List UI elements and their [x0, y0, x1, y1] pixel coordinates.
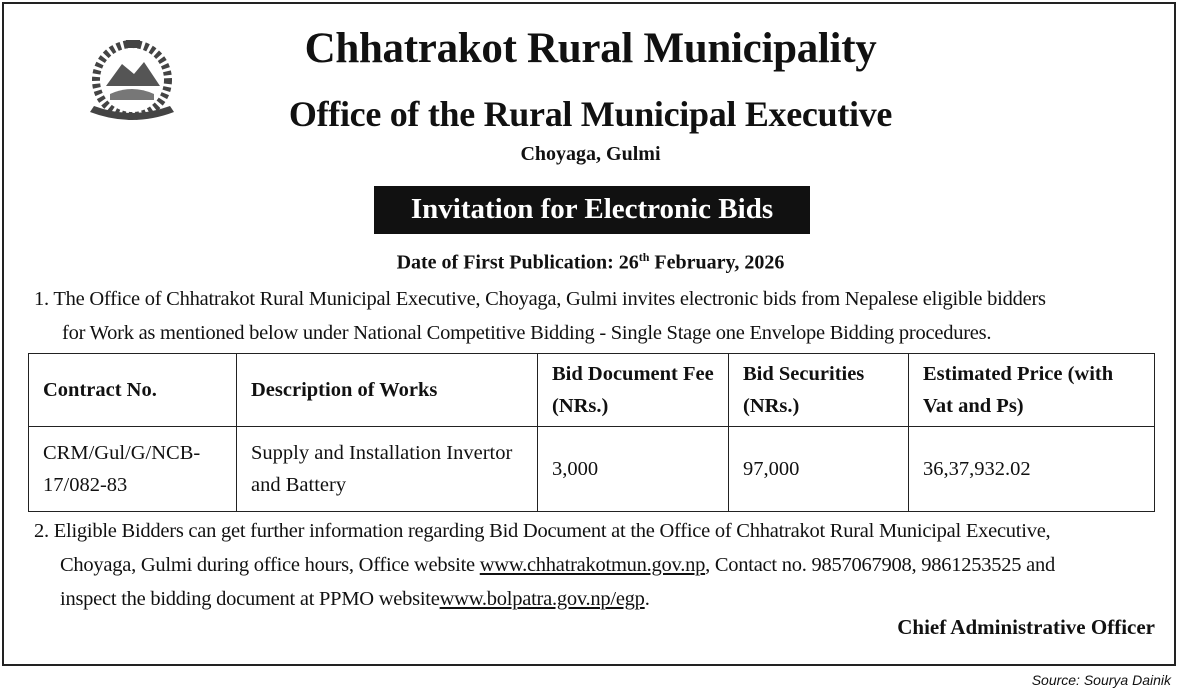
para2-line1: 2. Eligible Bidders can get further information regarding Bid Document at the Office of Chhatrakot Rural Municipal Executive, — [34, 520, 1051, 542]
header-contract-no: Contract No. — [29, 354, 237, 427]
date-sup: th — [638, 250, 650, 264]
para2-contact: , Contact no. 9857067908, 9861253525 and — [705, 554, 1055, 576]
page-title: Chhatrakot Rural Municipality — [304, 25, 877, 72]
municipality-website-link[interactable]: www.chhatrakotmun.gov.np — [479, 554, 706, 576]
para1-line1: 1. The Office of Chhatrakot Rural Municipal Executive, Choyaga, Gulmi invites electronic bids from Nepalese eligible bidders — [34, 288, 1046, 310]
table-header-row — [29, 354, 1155, 427]
office-subtitle: Office of the Rural Municipal Executive — [288, 94, 893, 134]
cell-contract-no: CRM/Gul/G/NCB-17/082-83 — [29, 427, 237, 512]
bid-table — [28, 353, 1155, 512]
cell-estimated-price: 36,37,932.02 — [909, 427, 1155, 512]
cell-description: Supply and Installation Invertor and Battery — [237, 427, 538, 512]
location: Choyaga, Gulmi — [520, 143, 661, 165]
ppmo-website-link[interactable]: www.bolpatra.gov.np/egp — [439, 588, 645, 610]
publication-date — [0, 250, 1181, 275]
header-estimated-price: Estimated Price (with Vat and Ps) — [909, 354, 1155, 427]
date-prefix: Date of First Publication: 26 — [396, 251, 639, 274]
notice-banner: Invitation for Electronic Bids — [374, 186, 810, 234]
cell-doc-fee: 3,000 — [538, 427, 729, 512]
header-doc-fee: Bid Document Fee (NRs.) — [538, 354, 729, 427]
para2-text: inspect the bidding document at PPMO website — [60, 588, 440, 610]
signature: Chief Administrative Officer — [897, 615, 1155, 639]
para2-line2 — [60, 554, 1055, 577]
para2-period: . — [644, 588, 650, 610]
para2-line3 — [60, 588, 650, 611]
cell-securities: 97,000 — [729, 427, 909, 512]
para2-text: Choyaga, Gulmi during office hours, Office website — [60, 554, 480, 576]
header-description: Description of Works — [237, 354, 538, 427]
date-suffix: February, 2026 — [649, 251, 785, 274]
para1-line2: for Work as mentioned below under National Competitive Bidding - Single Stage one Envelope Bidding procedures. — [62, 322, 992, 344]
source-credit: Source: Sourya Dainik — [1031, 672, 1171, 688]
header-securities: Bid Securities (NRs.) — [729, 354, 909, 427]
table-row — [29, 427, 1155, 512]
